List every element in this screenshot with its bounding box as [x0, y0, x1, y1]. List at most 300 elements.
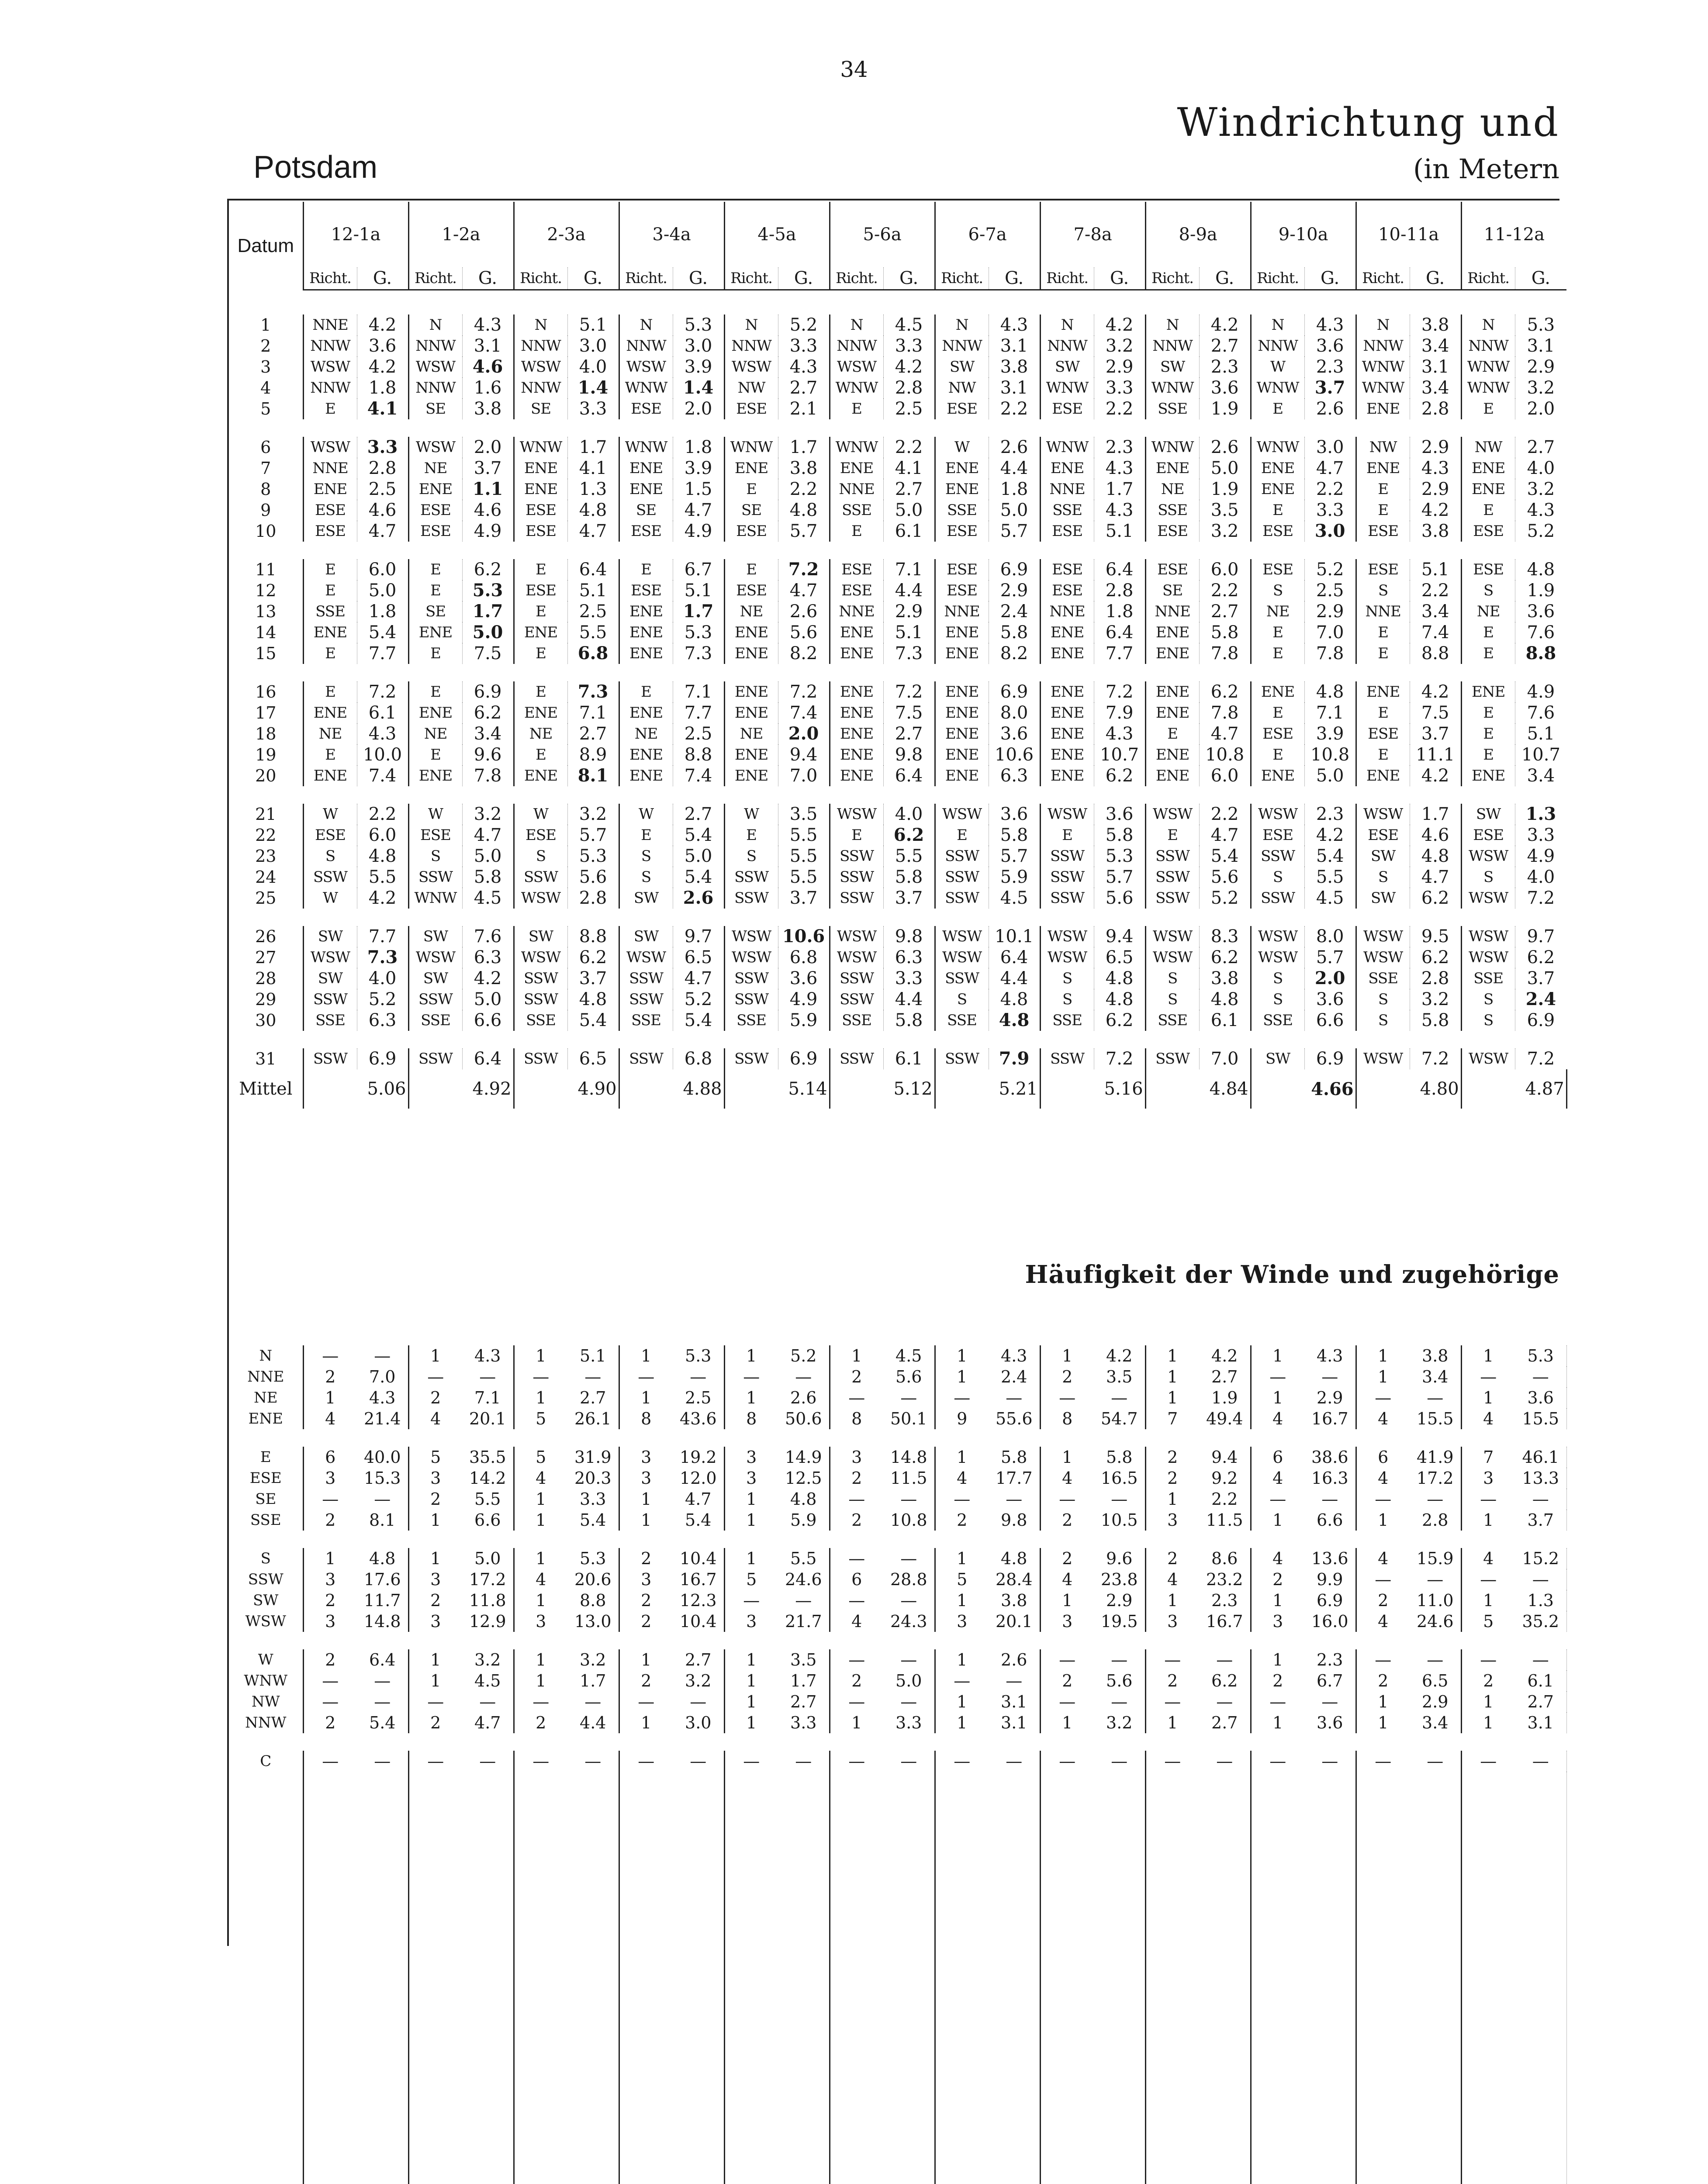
direction-cell: ENE: [935, 723, 989, 744]
speed-cell: 2.7: [1210, 601, 1239, 622]
direction-cell: NNE: [1040, 601, 1094, 622]
sum-cell: 14.9: [778, 1447, 830, 1468]
speed-cell: 3.7: [474, 458, 502, 478]
sum-cell: 2.8: [1410, 1510, 1461, 1531]
speed-cell: 4.0: [895, 804, 923, 824]
day-cell: 12: [255, 581, 277, 600]
speed-cell: 6.8: [577, 643, 609, 663]
direction-cell: E: [935, 825, 989, 846]
count-cell: —: [1461, 1489, 1515, 1510]
speed-cell: 7.3: [577, 681, 609, 702]
direction-cell: ENE: [935, 681, 989, 702]
direction-cell: E: [1461, 398, 1515, 419]
speed-cell: 5.3: [1105, 846, 1134, 866]
speed-cell: 1.7: [579, 437, 607, 457]
direction-cell: N: [830, 314, 883, 335]
sum-cell: 11.5: [883, 1468, 935, 1489]
speed-cell: 4.7: [684, 968, 712, 988]
direction-cell: S: [1040, 989, 1094, 1010]
speed-cell: 7.4: [368, 766, 397, 786]
interval-header: 4-5a: [724, 202, 830, 267]
speed-cell: 3.1: [1000, 378, 1028, 398]
direction-cell: ESE: [619, 521, 673, 542]
direction-cell: SSE: [1251, 1010, 1304, 1031]
direction-cell: ESE: [724, 521, 778, 542]
mean-blank: [1040, 1069, 1094, 1109]
speed-cell: 5.2: [684, 989, 712, 1009]
count-cell: —: [408, 1751, 462, 1772]
speed-cell: 3.1: [474, 336, 502, 356]
direction-cell: SSE: [303, 1010, 357, 1031]
count-cell: 2: [830, 1468, 883, 1489]
sum-cell: 4.5: [462, 1670, 514, 1691]
direction-cell: WSW: [303, 356, 357, 377]
speed-cell: 2.6: [1000, 437, 1028, 457]
direction-cell: WNW: [1461, 356, 1515, 377]
speed-cell: 6.1: [895, 1049, 923, 1069]
sum-cell: 20.1: [462, 1408, 514, 1429]
direction-cell: ENE: [724, 744, 778, 765]
speed-cell: 1.8: [1105, 601, 1134, 622]
day-cell: 11: [255, 560, 277, 579]
speed-cell: 5.7: [579, 825, 607, 845]
day-cell: 9: [260, 501, 271, 520]
speed-cell: 5.2: [1527, 521, 1555, 541]
table-row: [229, 1691, 1566, 1712]
speed-cell: 7.8: [474, 766, 502, 786]
sum-cell: 8.6: [1199, 1548, 1251, 1569]
speed-cell: 6.2: [1105, 766, 1134, 786]
direction-cell: NNW: [408, 377, 462, 398]
table-row: [229, 723, 1566, 744]
day-cell: 24: [255, 867, 277, 887]
sum-cell: 50.6: [778, 1408, 830, 1429]
direction-label: N: [259, 1347, 273, 1365]
count-cell: —: [1145, 1751, 1199, 1772]
direction-cell: WSW: [724, 947, 778, 968]
direction-cell: ENE: [1145, 643, 1199, 664]
direction-cell: ENE: [1461, 479, 1515, 500]
sum-cell: 35.2: [1515, 1611, 1566, 1632]
count-cell: 3: [724, 1611, 778, 1632]
speed-cell: 5.7: [1000, 846, 1028, 866]
direction-cell: SW: [514, 926, 567, 947]
mean-value: 4.87: [1515, 1069, 1566, 1109]
sum-cell: 23.8: [1094, 1569, 1145, 1590]
speed-cell: 7.2: [895, 682, 923, 702]
speed-cell: 8.8: [579, 926, 607, 947]
sum-cell: 35.5: [462, 1447, 514, 1468]
mean-value: 5.12: [883, 1069, 935, 1109]
speed-cell: 4.7: [579, 521, 607, 541]
speed-cell: 1.7: [1105, 479, 1134, 499]
sum-cell: 9.6: [1094, 1548, 1145, 1569]
sum-cell: 31.9: [567, 1447, 619, 1468]
direction-cell: ENE: [303, 702, 357, 723]
sum-cell: 21.4: [357, 1408, 408, 1429]
count-cell: 2: [830, 1510, 883, 1531]
sum-cell: 2.7: [673, 1649, 724, 1670]
direction-label: S: [260, 1550, 271, 1567]
count-cell: 1: [1145, 1345, 1199, 1366]
count-cell: 3: [1251, 1611, 1304, 1632]
mean-blank: [1356, 1069, 1410, 1109]
sum-cell: 24.3: [883, 1611, 935, 1632]
table-row: [229, 867, 1566, 888]
speed-cell: 2.2: [1105, 399, 1134, 419]
direction-cell: NNW: [1145, 335, 1199, 356]
table-row: [229, 888, 1566, 909]
direction-cell: ENE: [935, 622, 989, 643]
speed-cell: 5.3: [579, 846, 607, 866]
table-row: [229, 1548, 1566, 1569]
direction-cell: E: [1251, 398, 1304, 419]
direction-cell: ENE: [1145, 765, 1199, 786]
mean-label: Mittel: [239, 1079, 293, 1099]
count-cell: 1: [1461, 1691, 1515, 1712]
speed-cell: 2.0: [474, 437, 502, 457]
direction-cell: SW: [619, 926, 673, 947]
direction-cell: ENE: [935, 458, 989, 479]
direction-cell: SSW: [724, 968, 778, 989]
speed-cell: 2.2: [1210, 581, 1239, 601]
speed-cell: 5.3: [684, 315, 712, 335]
direction-label: W: [258, 1651, 273, 1669]
speed-cell: 4.7: [1210, 724, 1239, 744]
speed-cell: 1.7: [1421, 804, 1449, 824]
day-cell: 26: [255, 927, 277, 946]
direction-cell: NE: [408, 458, 462, 479]
direction-cell: E: [1356, 500, 1410, 521]
direction-cell: SSW: [935, 846, 989, 867]
count-cell: 1: [514, 1489, 567, 1510]
speed-cell: 4.8: [1105, 968, 1134, 988]
direction-cell: E: [830, 521, 883, 542]
sum-cell: 40.0: [357, 1447, 408, 1468]
speed-cell: 3.1: [1421, 357, 1449, 377]
direction-cell: E: [1251, 500, 1304, 521]
direction-cell: ENE: [514, 479, 567, 500]
direction-cell: SSE: [1461, 968, 1515, 989]
direction-cell: NNE: [303, 314, 357, 335]
sum-cell: 3.6: [1515, 1387, 1566, 1408]
direction-cell: S: [1461, 867, 1515, 888]
sum-cell: 10.5: [1094, 1510, 1145, 1531]
count-cell: 8: [619, 1408, 673, 1429]
table-row: [229, 1649, 1566, 1670]
direction-cell: SSW: [1040, 1048, 1094, 1069]
speed-cell: 4.2: [474, 968, 502, 988]
direction-cell: ENE: [1251, 458, 1304, 479]
direction-label: WSW: [245, 1613, 286, 1630]
speed-cell: 2.0: [788, 723, 819, 744]
speed-cell: 2.0: [1527, 399, 1555, 419]
speed-cell: 4.7: [1421, 867, 1449, 887]
day-cell: 27: [255, 948, 277, 967]
count-cell: 3: [935, 1611, 989, 1632]
speed-cell: 5.0: [1000, 500, 1028, 520]
count-cell: 1: [619, 1345, 673, 1366]
speed-cell: 3.0: [684, 336, 712, 356]
direction-cell: ESE: [408, 825, 462, 846]
table-row: [229, 804, 1566, 825]
direction-cell: NNE: [303, 458, 357, 479]
direction-cell: ESE: [408, 521, 462, 542]
direction-cell: WSW: [724, 356, 778, 377]
direction-cell: SSE: [724, 1010, 778, 1031]
speed-cell: 3.3: [895, 336, 923, 356]
count-cell: 1: [1356, 1345, 1410, 1366]
speed-cell: 6.4: [895, 766, 923, 786]
speed-cell: 4.7: [684, 500, 712, 520]
table-row: [229, 437, 1566, 458]
count-cell: 7: [1145, 1408, 1199, 1429]
speed-cell: 6.7: [684, 560, 712, 580]
speed-cell: 7.0: [1210, 1049, 1239, 1069]
count-cell: 2: [830, 1670, 883, 1691]
sum-cell: 8.1: [357, 1510, 408, 1531]
count-cell: 1: [724, 1387, 778, 1408]
day-cell: 8: [260, 480, 271, 499]
count-cell: 1: [935, 1712, 989, 1733]
speed-cell: 5.2: [789, 315, 818, 335]
speed-cell: 2.8: [1421, 399, 1449, 419]
sum-cell: 3.4: [1410, 1366, 1461, 1387]
count-cell: 2: [408, 1387, 462, 1408]
speed-cell: 1.7: [683, 601, 714, 622]
direction-cell: E: [514, 643, 567, 664]
speed-cell: 6.0: [368, 560, 397, 580]
direction-cell: WSW: [1251, 926, 1304, 947]
speed-cell: 4.5: [895, 315, 923, 335]
sum-cell: —: [1515, 1569, 1566, 1590]
direction-cell: S: [1040, 968, 1094, 989]
speed-cell: 7.0: [789, 766, 818, 786]
count-cell: —: [1356, 1751, 1410, 1772]
speed-cell: 4.7: [1210, 825, 1239, 845]
speed-cell: 8.2: [1000, 643, 1028, 663]
sum-cell: 3.1: [989, 1691, 1040, 1712]
sum-cell: 16.3: [1304, 1468, 1356, 1489]
direction-cell: SSE: [830, 500, 883, 521]
count-cell: —: [830, 1548, 883, 1569]
sum-cell: 2.3: [1304, 1649, 1356, 1670]
direction-cell: SSW: [724, 867, 778, 888]
count-cell: 2: [303, 1649, 357, 1670]
direction-cell: E: [1251, 622, 1304, 643]
direction-cell: ENE: [619, 765, 673, 786]
speed-cell: 3.7: [1527, 968, 1555, 988]
direction-cell: E: [1040, 825, 1094, 846]
speed-cell: 2.9: [1421, 479, 1449, 499]
direction-cell: ESE: [1356, 723, 1410, 744]
speed-cell: 5.4: [579, 1010, 607, 1030]
sum-cell: 6.5: [1410, 1670, 1461, 1691]
direction-cell: E: [1145, 825, 1199, 846]
direction-cell: WSW: [1461, 1048, 1515, 1069]
direction-cell: ENE: [514, 765, 567, 786]
direction-cell: SSW: [1145, 888, 1199, 909]
direction-cell: ESE: [935, 398, 989, 419]
direction-cell: WNW: [1040, 377, 1094, 398]
direction-cell: WNW: [1145, 437, 1199, 458]
speed-cell: 4.3: [1316, 315, 1344, 335]
table-row: [229, 377, 1566, 398]
speed-cell: 5.0: [368, 581, 397, 601]
direction-cell: E: [619, 825, 673, 846]
count-cell: 1: [724, 1670, 778, 1691]
direction-cell: W: [303, 804, 357, 825]
sum-cell: 5.0: [883, 1670, 935, 1691]
speed-cell: 4.8: [1421, 846, 1449, 866]
day-cell: 28: [255, 969, 277, 988]
count-cell: 1: [935, 1590, 989, 1611]
direction-cell: ENE: [1145, 458, 1199, 479]
direction-cell: ESE: [1251, 521, 1304, 542]
speed-cell: 5.8: [1210, 622, 1239, 643]
count-cell: 3: [619, 1569, 673, 1590]
speed-cell: 8.9: [579, 745, 607, 765]
count-cell: 2: [1040, 1366, 1094, 1387]
speed-cell: 2.8: [579, 888, 607, 908]
table-row: [229, 702, 1566, 723]
day-cell: 10: [255, 522, 277, 541]
speed-cell: 4.5: [474, 888, 502, 908]
interval-header: 12-1a: [303, 202, 408, 267]
direction-cell: ESE: [1145, 559, 1199, 580]
sum-cell: —: [989, 1670, 1040, 1691]
count-cell: —: [1461, 1569, 1515, 1590]
direction-cell: SSW: [830, 846, 883, 867]
speed-subheader: G.: [778, 267, 830, 290]
speed-cell: 5.0: [472, 622, 503, 643]
speed-cell: 3.7: [895, 888, 923, 908]
direction-cell: WSW: [1251, 947, 1304, 968]
speed-cell: 2.7: [895, 724, 923, 744]
direction-cell: SW: [303, 926, 357, 947]
speed-cell: 6.5: [684, 947, 712, 968]
speed-cell: 7.2: [368, 682, 397, 702]
speed-cell: 7.9: [1105, 703, 1134, 723]
sum-cell: 1.9: [1199, 1387, 1251, 1408]
count-cell: 1: [1145, 1590, 1199, 1611]
direction-cell: ESE: [935, 559, 989, 580]
direction-label: C: [260, 1752, 272, 1770]
direction-cell: NW: [1461, 437, 1515, 458]
speed-cell: 4.2: [1421, 682, 1449, 702]
direction-cell: NNE: [1040, 479, 1094, 500]
speed-cell: 5.6: [579, 867, 607, 887]
mean-value: 4.84: [1199, 1069, 1251, 1109]
speed-cell: 6.3: [368, 1010, 397, 1030]
sum-cell: 5.2: [778, 1345, 830, 1366]
table-row: [229, 1468, 1566, 1489]
direction-cell: S: [1461, 1010, 1515, 1031]
speed-cell: 3.3: [367, 437, 398, 457]
day-cell: 21: [255, 805, 277, 824]
direction-cell: WNW: [1251, 377, 1304, 398]
frequency-section-title: Häufigkeit der Winde und zugehörige: [1025, 1260, 1559, 1289]
direction-cell: S: [1461, 989, 1515, 1010]
direction-cell: WSW: [408, 437, 462, 458]
speed-cell: 3.6: [1316, 336, 1344, 356]
count-cell: —: [1356, 1387, 1410, 1408]
direction-cell: SSW: [724, 989, 778, 1010]
speed-cell: 1.8: [684, 437, 712, 457]
direction-cell: ESE: [1251, 723, 1304, 744]
sum-cell: 5.3: [1515, 1345, 1566, 1366]
count-cell: 4: [514, 1569, 567, 1590]
speed-cell: 5.8: [895, 1010, 923, 1030]
table-row: [229, 601, 1566, 622]
direction-cell: ESE: [1461, 521, 1515, 542]
speed-cell: 2.7: [579, 724, 607, 744]
speed-cell: 4.9: [1527, 682, 1555, 702]
speed-subheader: G.: [357, 267, 408, 290]
count-cell: 4: [1461, 1408, 1515, 1429]
direction-cell: E: [1461, 744, 1515, 765]
table-row: [229, 1048, 1566, 1069]
sum-cell: —: [1199, 1649, 1251, 1670]
unit-note: (in Metern: [1413, 153, 1559, 185]
speed-cell: 5.8: [895, 867, 923, 887]
count-cell: 4: [1251, 1408, 1304, 1429]
direction-cell: WSW: [514, 888, 567, 909]
count-cell: 1: [619, 1510, 673, 1531]
direction-cell: ENE: [619, 479, 673, 500]
direction-cell: NNW: [514, 377, 567, 398]
speed-cell: 6.2: [1421, 888, 1449, 908]
direction-cell: ESE: [1040, 559, 1094, 580]
direction-cell: SSW: [514, 1048, 567, 1069]
count-cell: 1: [1251, 1387, 1304, 1408]
direction-cell: ESE: [514, 825, 567, 846]
speed-cell: 8.0: [1316, 926, 1344, 947]
sum-cell: 49.4: [1199, 1408, 1251, 1429]
count-cell: 3: [724, 1447, 778, 1468]
mean-blank: [303, 1069, 357, 1109]
speed-cell: 5.9: [789, 1010, 818, 1030]
speed-cell: 5.8: [1000, 622, 1028, 643]
table-row: [229, 398, 1566, 419]
speed-cell: 7.2: [1105, 682, 1134, 702]
speed-cell: 4.3: [1000, 315, 1028, 335]
speed-subheader: G.: [673, 267, 724, 290]
direction-cell: E: [408, 681, 462, 702]
speed-cell: 2.0: [684, 399, 712, 419]
direction-cell: SSW: [935, 1048, 989, 1069]
speed-cell: 1.5: [684, 479, 712, 499]
count-cell: 4: [1040, 1569, 1094, 1590]
count-cell: 4: [1356, 1611, 1410, 1632]
day-cell: 16: [255, 682, 277, 702]
count-cell: 1: [935, 1447, 989, 1468]
direction-cell: SSW: [619, 968, 673, 989]
speed-subheader: G.: [1094, 267, 1145, 290]
speed-cell: 1.9: [1527, 581, 1555, 601]
direction-cell: WNW: [619, 437, 673, 458]
speed-cell: 6.3: [895, 947, 923, 968]
sum-cell: —: [1094, 1489, 1145, 1510]
richt-subheader: Richt.: [1040, 267, 1094, 290]
count-cell: —: [1461, 1751, 1515, 1772]
count-cell: 5: [935, 1569, 989, 1590]
sum-cell: —: [883, 1691, 935, 1712]
count-cell: 1: [1356, 1366, 1410, 1387]
speed-cell: 4.8: [789, 500, 818, 520]
count-cell: —: [935, 1751, 989, 1772]
sum-cell: 17.2: [462, 1569, 514, 1590]
